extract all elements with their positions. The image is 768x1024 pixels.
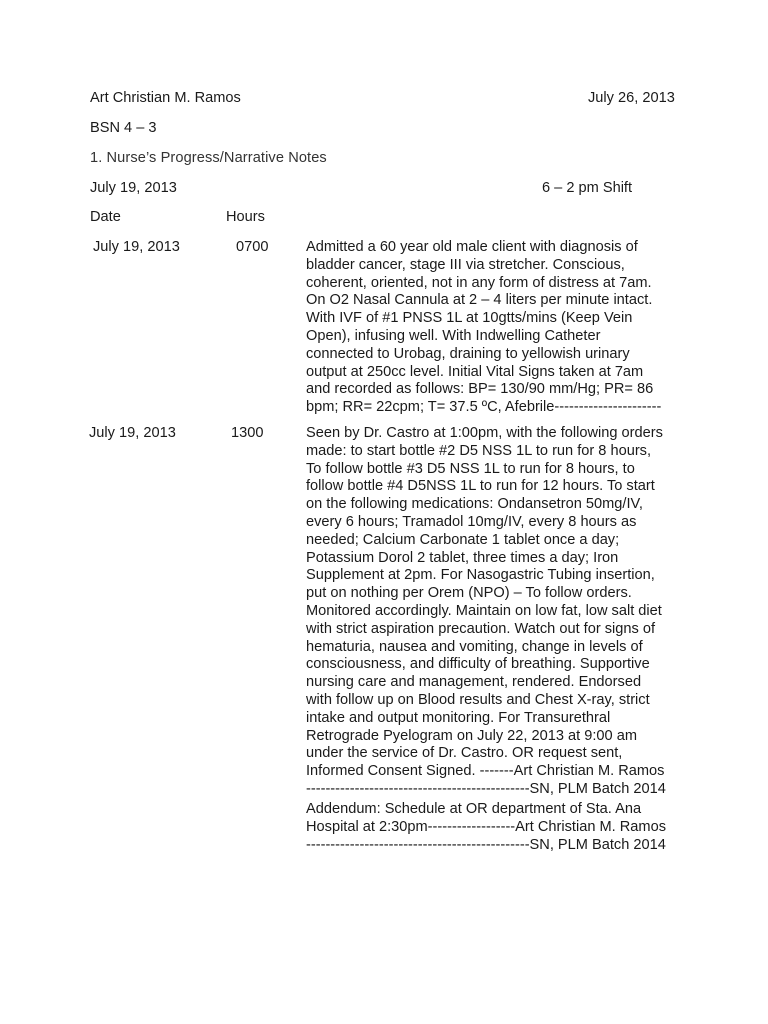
entry-date: July 19, 2013	[89, 425, 176, 441]
addendum-line: ----------------------------------------------SN, PLM Batch 2014	[306, 836, 666, 853]
note-line: Seen by Dr. Castro at 1:00pm, with the following orders	[306, 425, 663, 441]
note-line: needed; Calcium Carbonate 1 tablet once a day;	[306, 531, 620, 548]
note-line: Open), infusing well. With Indwelling Catheter	[306, 327, 601, 344]
note-line: consciousness, and difficulty of breathing. Supportive	[306, 656, 650, 673]
entry-hours: 0700	[236, 239, 269, 255]
shift-label: 6 – 2 pm Shift	[542, 180, 633, 196]
note-line: every 6 hours; Tramadol 10mg/IV, every 8 hours as	[306, 513, 637, 530]
note-line: Potassium Dorol 2 tablet, three times a day; Iron	[306, 549, 619, 566]
shift-date: July 19, 2013	[90, 180, 177, 196]
column-header-hours: Hours	[226, 209, 265, 225]
author-name: Art Christian M. Ramos	[90, 90, 241, 106]
note-line: follow bottle #4 D5NSS 1L to run for 12 hours. To start	[306, 478, 655, 495]
entry-hours: 1300	[231, 425, 264, 441]
note-line: with follow up on Blood results and Chest X-ray, strict	[306, 691, 650, 708]
note-line: and recorded as follows: BP= 130/90 mm/Hg; PR= 86	[306, 381, 654, 398]
addendum-line: Hospital at 2:30pm------------------Art Christian M. Ramos	[306, 818, 666, 835]
entry-notes	[306, 425, 678, 799]
note-line: under the service of Dr. Castro. OR request sent,	[306, 745, 623, 762]
note-line: bladder cancer, stage III via stretcher. Conscious,	[306, 256, 625, 273]
note-line: coherent, oriented, not in any form of distress at 7am.	[306, 274, 652, 291]
note-line: To follow bottle #3 D5 NSS 1L to run for 8 hours, to	[306, 460, 635, 477]
entry-notes	[306, 239, 678, 417]
note-line: ----------------------------------------------SN, PLM Batch 2014	[306, 780, 666, 797]
note-line: on the following medications: Ondansetron 50mg/IV,	[306, 496, 643, 513]
note-line: connected to Urobag, draining to yellowish urinary	[306, 345, 630, 362]
note-line: made: to start bottle #2 D5 NSS 1L to run for 8 hours,	[306, 442, 652, 459]
note-line: intake and output monitoring. For Transurethral	[306, 709, 611, 726]
document-date: July 26, 2013	[588, 90, 675, 106]
entry-date: July 19, 2013	[93, 239, 180, 255]
addendum-line: Addendum: Schedule at OR department of Sta. Ana	[306, 801, 642, 817]
note-line: On O2 Nasal Cannula at 2 – 4 liters per minute intact.	[306, 292, 653, 309]
note-line: Monitored accordingly. Maintain on low fat, low salt diet	[306, 602, 662, 619]
note-line: Admitted a 60 year old male client with diagnosis of	[306, 239, 638, 255]
note-line: put on nothing per Orem (NPO) – To follow orders.	[306, 585, 632, 602]
note-line: nursing care and management, rendered. Endorsed	[306, 674, 642, 691]
note-line: With IVF of #1 PNSS 1L at 10gtts/mins (Keep Vein	[306, 310, 633, 327]
section-title: 1. Nurse’s Progress/Narrative Notes	[90, 150, 327, 166]
addendum	[306, 801, 678, 854]
note-line: Informed Consent Signed. -------Art Christian M. Ramos	[306, 763, 665, 780]
note-line: Supplement at 2pm. For Nasogastric Tubing insertion,	[306, 567, 655, 584]
note-line: Retrograde Pyelogram on July 22, 2013 at 9:00 am	[306, 727, 637, 744]
note-line: bpm; RR= 22cpm; T= 37.5 ºC, Afebrile----------------------	[306, 399, 662, 416]
note-line: output at 250cc level. Initial Vital Signs taken at 7am	[306, 363, 644, 380]
column-header-date: Date	[90, 209, 121, 225]
class-section: BSN 4 – 3	[90, 120, 157, 136]
note-line: hematuria, nausea and vomiting, change in levels of	[306, 638, 643, 655]
note-line: with strict aspiration precaution. Watch out for signs of	[306, 620, 656, 637]
